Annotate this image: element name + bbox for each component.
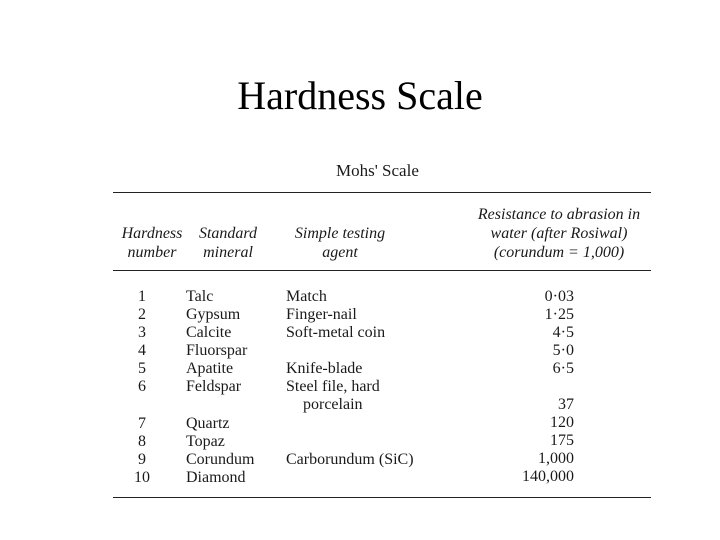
header-resistance-line-3: (corundum = 1,000)	[493, 244, 625, 261]
header-simple-testing-agent	[288, 224, 392, 262]
table-header-rule	[113, 270, 651, 271]
header-agent-line-2: agent	[322, 244, 358, 261]
header-hardness-line-2: number	[127, 244, 177, 261]
row-6-hardness: 6	[138, 378, 146, 395]
row-6-agent-continued: porcelain	[303, 396, 363, 413]
row-5-hardness: 5	[138, 360, 146, 377]
row-2-hardness: 2	[138, 306, 146, 323]
header-agent-line-1: Simple testing	[294, 225, 386, 242]
row-3-hardness: 3	[138, 324, 146, 341]
row-5-resistance: 6·5	[552, 360, 574, 377]
row-9-resistance: 1,000	[538, 450, 574, 467]
row-5-mineral: Apatite	[186, 360, 234, 377]
row-2-agent: Finger-nail	[286, 306, 357, 323]
header-resistance-to-abrasion	[464, 205, 654, 262]
row-7-mineral: Quartz	[186, 415, 230, 432]
row-3-resistance: 4·5	[552, 324, 574, 341]
row-5-agent: Knife-blade	[286, 360, 363, 377]
row-7-hardness: 7	[138, 415, 146, 432]
row-7-resistance: 120	[550, 414, 574, 431]
row-1-agent: Match	[286, 288, 327, 305]
header-standard-mineral	[192, 224, 264, 262]
row-10-resistance: 140,000	[522, 468, 574, 485]
table-caption: Mohs' Scale	[336, 161, 419, 180]
row-6-mineral: Feldspar	[186, 378, 242, 395]
row-4-hardness: 4	[138, 342, 146, 359]
row-4-mineral: Fluorspar	[186, 342, 248, 359]
header-hardness-number	[116, 224, 188, 262]
row-2-mineral: Gypsum	[186, 306, 241, 323]
row-8-hardness: 8	[138, 433, 146, 450]
header-mineral-line-1: Standard	[198, 225, 258, 242]
row-6-agent: Steel file, hard	[286, 378, 380, 395]
row-9-mineral: Corundum	[186, 451, 255, 468]
table-top-rule	[113, 192, 651, 193]
row-4-resistance: 5·0	[552, 342, 574, 359]
header-resistance-line-1: Resistance to abrasion in	[477, 206, 641, 223]
row-6-resistance: 37	[558, 396, 574, 413]
slide-title: Hardness Scale	[237, 73, 483, 118]
row-3-agent: Soft-metal coin	[286, 324, 386, 341]
row-8-resistance: 175	[550, 432, 574, 449]
row-1-hardness: 1	[138, 288, 146, 305]
row-10-mineral: Diamond	[186, 469, 246, 486]
row-1-resistance: 0·03	[544, 288, 574, 305]
header-mineral-line-2: mineral	[203, 244, 253, 261]
row-9-agent: Carborundum (SiC)	[286, 451, 414, 468]
row-3-mineral: Calcite	[186, 324, 232, 341]
row-2-resistance: 1·25	[544, 306, 574, 323]
row-9-hardness: 9	[138, 451, 146, 468]
header-hardness-line-1: Hardness	[121, 225, 183, 242]
table-bottom-rule	[113, 497, 651, 498]
row-10-hardness: 10	[134, 469, 150, 486]
row-1-mineral: Talc	[186, 288, 214, 305]
header-resistance-line-2: water (after Rosiwal)	[490, 225, 628, 242]
row-8-mineral: Topaz	[186, 433, 225, 450]
